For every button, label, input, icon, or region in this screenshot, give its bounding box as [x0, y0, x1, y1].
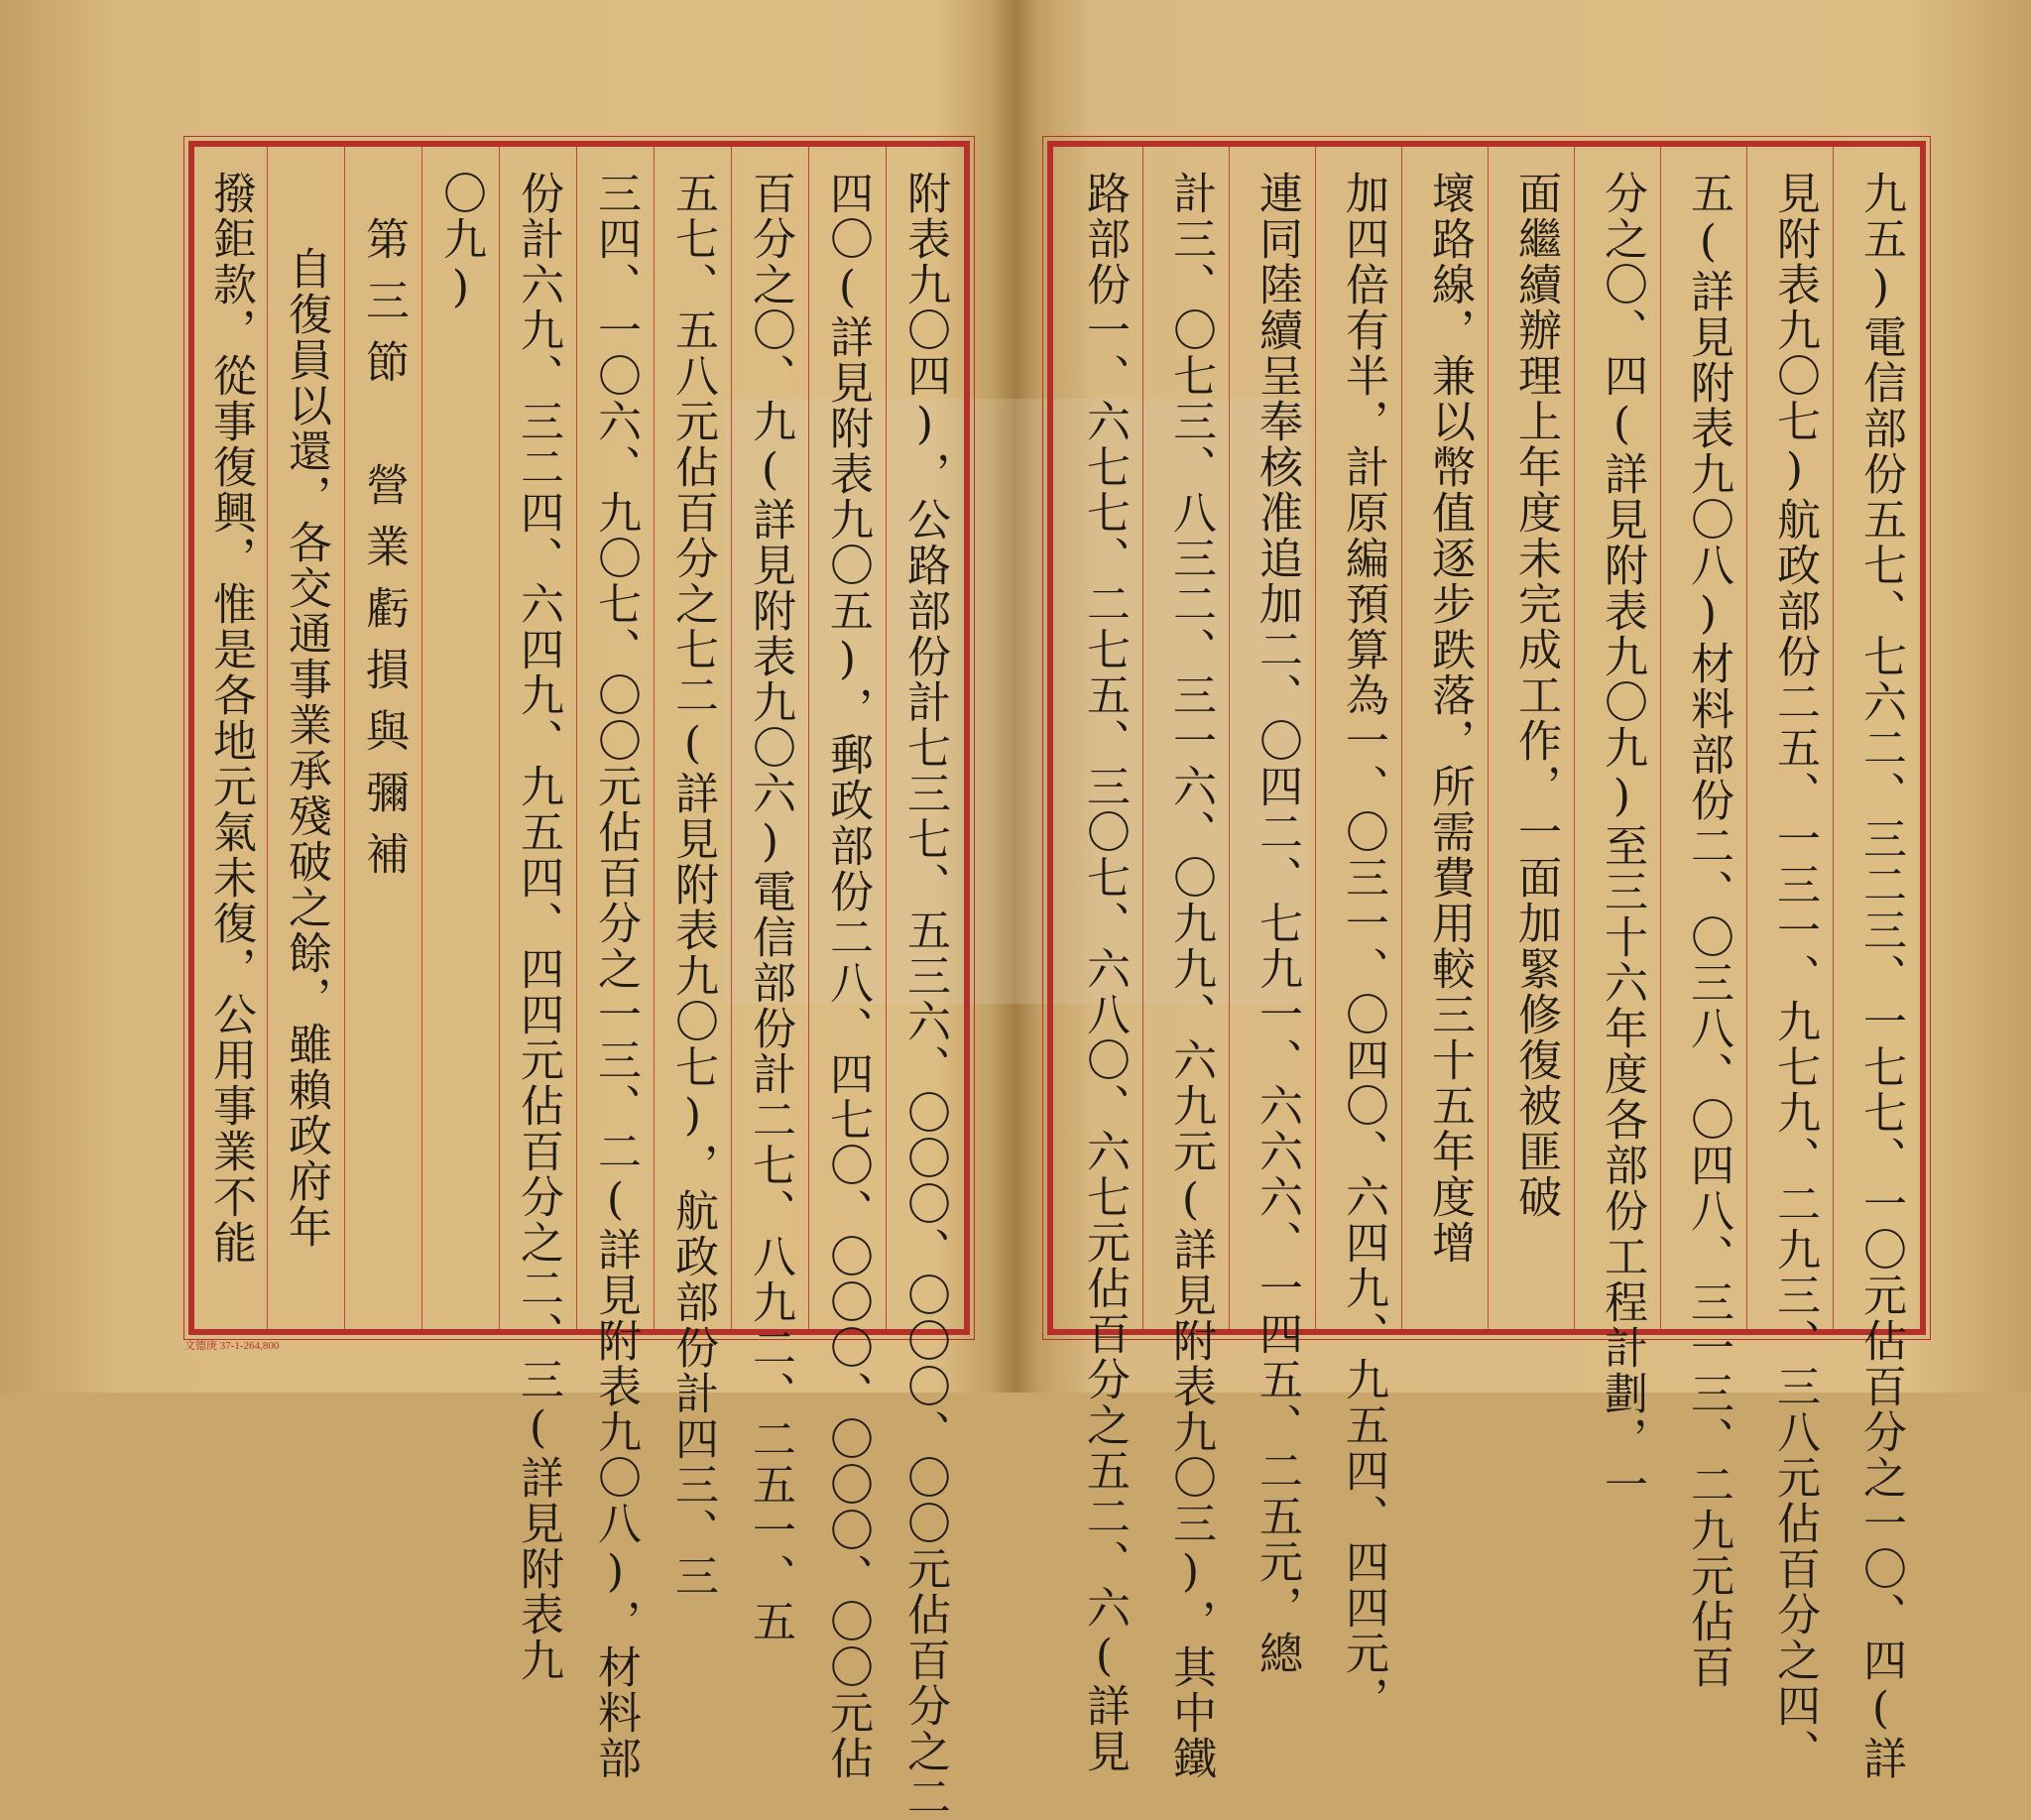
left-column-3: 百分之〇、九(詳見附表九〇六)電信部份計二七、八九二、二五一、五 [745, 171, 795, 1644]
left-column-9: 自復員以還，各交通事業承殘破之餘，雖賴政府年 [281, 246, 331, 1250]
right-column-6: 壞路線，兼以幣值逐步跌落，所需費用較三十五年度增 [1424, 171, 1475, 1266]
right-column-7: 加四倍有半，計原編預算為一、〇三一、〇四〇、六四九、九五四、四四元， [1338, 171, 1388, 1722]
right-page-frame [1047, 141, 1926, 1781]
left-column-2: 四〇(詳見附表九〇五)，郵政部份二八、四七〇、〇〇〇、〇〇〇、〇〇元佔 [822, 171, 873, 1781]
right-column-2: 見附表九〇七)航政部份二五、一三一、九七九、二九三、三八元佔百分之四、 [1769, 171, 1820, 1774]
right-column-4: 分之〇、四(詳見附表九〇九)至三十六年度各部份工程計劃，一 [1597, 171, 1647, 1508]
right-column-5: 面繼續辦理上年度未完成工作，一面加緊修復被匪破 [1510, 171, 1561, 1220]
right-column-1: 九五)電信部份五七、七六二、三二三、一七七、一〇元佔百分之一〇、四(詳 [1855, 171, 1906, 1781]
right-column-9: 計三、〇七三、八三二、三一六、〇九九、六九元(詳見附表九〇三)，其中鐵 [1165, 171, 1216, 1781]
right-column-10: 路部份一、六七七、二七五、三〇七、六八〇、六七元佔百分之五二、六(詳見 [1079, 171, 1130, 1774]
right-column-3: 五(詳見附表九〇八)材料部份二、〇三八、〇四八、三一三、二九元佔百 [1683, 171, 1733, 1690]
left-column-5: 三四、一〇六、九〇七、〇〇元佔百分之一三、二(詳見附表九〇八)，材料部 [590, 171, 641, 1781]
left-column-7: 〇九) [435, 171, 486, 314]
left-column-1: 附表九〇四)，公路部份計七三七、五三六、〇〇〇、〇〇〇、〇〇元佔百分之二 [899, 171, 950, 1820]
right-column-8: 連同陸續呈奉核准追加二、〇四二、七九一、六六六、一四五、二五元，總 [1252, 171, 1302, 1676]
left-column-4: 五七、五八元佔百分之七二(詳見附表九〇七)，航政部份計四三、三 [667, 171, 718, 1599]
left-column-10: 撥鉅款，從事復興，惟是各地元氣未復，公用事業不能 [205, 171, 256, 1266]
left-column-6: 份計六九、三二四、六四九、九五四、四四元佔百分之二、三(詳見附表九 [513, 171, 563, 1683]
section-heading: 第三節 營業虧損與彌補 [358, 216, 409, 893]
printer-stamp: 文德庚 37-1-264,800 [184, 1340, 280, 1352]
